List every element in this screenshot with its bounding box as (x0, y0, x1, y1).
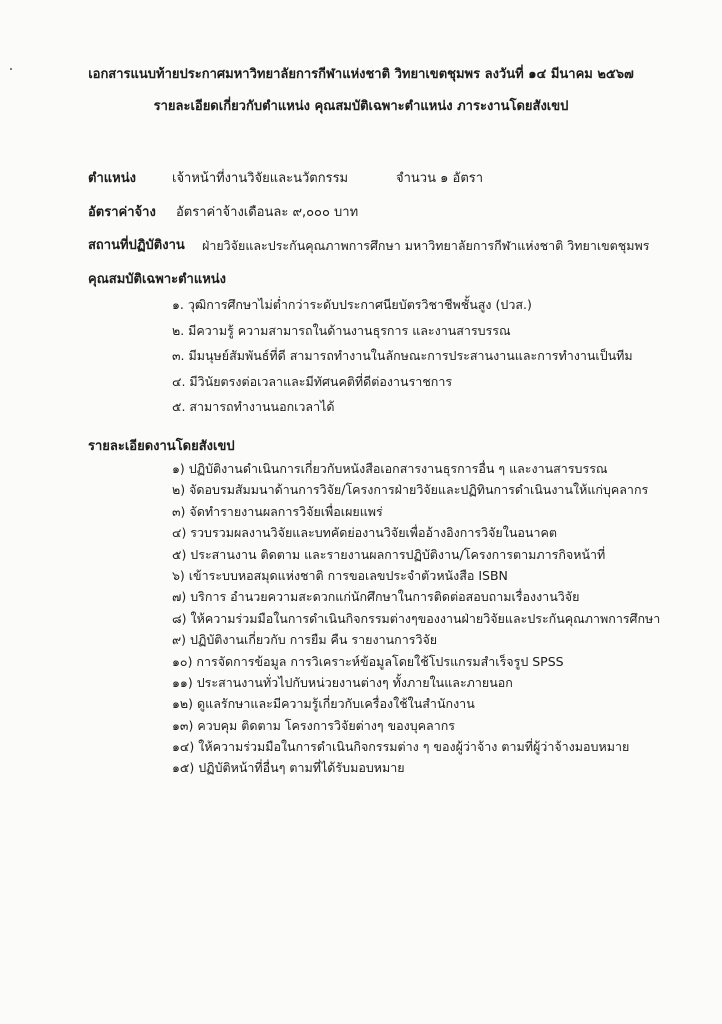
qualification-item: ๑. วุฒิการศึกษาไม่ต่ำกว่าระดับประกาศนียบัตรวิชาชีพชั้นสูง (ปวส.) (172, 297, 532, 312)
wage-value: อัตราค่าจ้างเดือนละ ๙,๐๐๐ บาท (176, 205, 359, 220)
duty-item: ๖) เข้าระบบหอสมุดแห่งชาติ การขอเลขประจำตัวหนังสือ ISBN (172, 567, 508, 583)
position-value: เจ้าหน้าที่งานวิจัยและนวัตกรรม (172, 171, 349, 186)
wage-label: อัตราค่าจ้าง (88, 205, 156, 220)
qualifications-heading: คุณสมบัติเฉพาะตำแหน่ง (88, 272, 227, 287)
duty-item: ๑๓) ควบคุม ติดตาม โครงการวิจัยต่างๆ ของบุคลากร (172, 717, 456, 733)
position-label: ตำแหน่ง (88, 171, 136, 186)
duty-item: ๑๔) ให้ความร่วมมือในการดำเนินกิจกรรมต่าง ๆ ของผู้ว่าจ้าง ตามที่ผู้ว่าจ้างมอบหมาย (172, 739, 630, 755)
qualification-item: ๔. มีวินัยตรงต่อเวลาและมีทัศนคติที่ดีต่องานราชการ (172, 373, 453, 389)
duty-item: ๑๐) การจัดการข้อมูล การวิเคราะห์ข้อมูลโดยใช้โปรแกรมสำเร็จรูป SPSS (172, 653, 564, 669)
position-count: จำนวน ๑ อัตรา (396, 171, 484, 186)
duty-item: ๕) ประสานงาน ติดตาม และรายงานผลการปฏิบัติงาน/โครงการตามภารกิจหน้าที่ (172, 546, 606, 562)
duty-item: ๘) ให้ความร่วมมือในการดำเนินกิจกรรมต่างๆของงานฝ่ายวิจัยและประกันคุณภาพการศึกษา (172, 610, 661, 626)
qualification-item: ๓. มีมนุษย์สัมพันธ์ที่ดี สามารถทำงานในลักษณะการประสานงานและการทำงานเป็นทีม (172, 348, 633, 364)
duty-item: ๑๕) ปฏิบัติหน้าที่อื่นๆ ตามที่ได้รับมอบหมาย (172, 760, 405, 776)
duty-item: ๔) รวบรวมผลงานวิจัยและบทคัดย่องานวิจัยเพื่ออ้างอิงการวิจัยในอนาคต (172, 525, 557, 541)
duty-item: ๙) ปฏิบัติงานเกี่ยวกับ การยืม คืน รายงานการวิจัย (172, 632, 438, 648)
qualification-item: ๒. มีความรู้ ความสามารถในด้านงานธุรการ และงานสารบรรณ (172, 322, 511, 338)
duty-item: ๗) บริการ อำนวยความสะดวกแก่นักศึกษาในการติดต่อสอบถามเรื่องงานวิจัย (172, 589, 580, 605)
document-header-line1: เอกสารแนบท้ายประกาศมหาวิทยาลัยการกีฬาแห่งชาติ วิทยาเขตชุมพร ลงวันที่ ๑๔ มีนาคม ๒๕๖๗ (88, 67, 634, 82)
workplace-label: สถานที่ปฏิบัติงาน (88, 238, 185, 253)
duty-item: ๑) ปฏิบัติงานดำเนินการเกี่ยวกับหนังสือเอกสารงานธุรการอื่น ๆ และงานสารบรรณ (172, 461, 608, 476)
qualifications-list (172, 296, 633, 424)
duty-item: ๑๒) ดูแลรักษาและมีความรู้เกี่ยวกับเครื่องใช้ในสำนักงาน (172, 696, 475, 712)
duty-item: ๓) จัดทำรายงานผลการวิจัยเพื่อเผยแพร่ (172, 503, 383, 519)
duties-list (172, 460, 660, 781)
duty-item: ๒) จัดอบรมสัมมนาด้านการวิจัย/โครงการฝ่ายวิจัยและปฏิทินการดำเนินงานให้แก่บุคลากร (172, 482, 649, 498)
duties-heading: รายละเอียดงานโดยสังเขป (88, 439, 235, 454)
workplace-value: ฝ่ายวิจัยและประกันคุณภาพการศึกษา มหาวิทยาลัยการกีฬาแห่งชาติ วิทยาเขตชุมพร (202, 238, 650, 253)
qualification-item: ๕. สามารถทำงานนอกเวลาได้ (172, 399, 335, 415)
document-header-line2: รายละเอียดเกี่ยวกับตำแหน่ง คุณสมบัติเฉพาะตำแหน่ง ภาระงานโดยสังเขป (153, 99, 569, 114)
duty-item: ๑๑) ประสานงานทั่วไปกับหน่วยงานต่างๆ ทั้งภายในและภายนอก (172, 674, 513, 690)
